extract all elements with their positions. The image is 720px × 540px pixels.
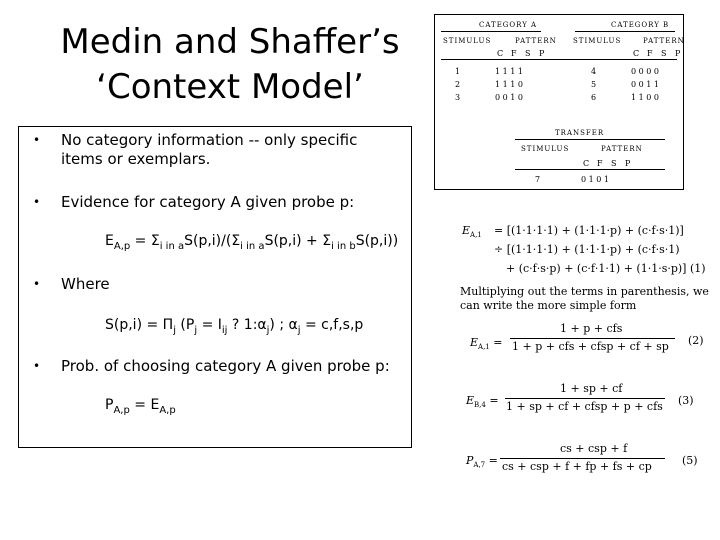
feature-s-b: S bbox=[661, 49, 667, 58]
bullet-text: No category information -- only specific items or exemplars. bbox=[61, 131, 358, 168]
pattern-heading-b: PATTERN bbox=[643, 37, 685, 45]
stim-1: 1 bbox=[455, 67, 461, 76]
transfer-feature-f: F bbox=[597, 159, 603, 168]
feature-f-b: F bbox=[647, 49, 653, 58]
stimulus-heading-a: STIMULUS bbox=[443, 37, 492, 45]
title-line-2: ‘Context Model’ bbox=[96, 67, 364, 107]
rule bbox=[441, 59, 677, 60]
pattern-6: 1 1 0 0 bbox=[631, 93, 659, 102]
eq1-number: (1) bbox=[690, 262, 706, 275]
stimulus-table-image bbox=[434, 14, 684, 190]
transfer-pattern: 0 1 0 1 bbox=[581, 175, 609, 184]
eq2-denominator: 1 + p + cfs + cfsp + cf + sp bbox=[512, 340, 669, 353]
bullet-text: Evidence for category A given probe p: bbox=[61, 193, 355, 211]
pattern-heading-a: PATTERN bbox=[515, 37, 557, 45]
eq1-line-3: + (c·f·s·p) + (c·f·1·1) + (1·1·s·p)] bbox=[506, 262, 687, 275]
feature-f-a: F bbox=[511, 49, 517, 58]
bullet-dot: • bbox=[33, 359, 41, 373]
stimulus-heading-b: STIMULUS bbox=[573, 37, 622, 45]
eq2-lhs: $E_{A,1}$ = bbox=[470, 336, 503, 352]
rule bbox=[441, 31, 541, 32]
rule bbox=[575, 31, 675, 32]
formula-similarity: $S(p,i) = \Pi_j$ ($P_j = I_{ij}$ ? $1:\alpha_j$) ; $\alpha_j = c,f,s,p$ bbox=[105, 317, 364, 336]
eq2-fraction-bar bbox=[510, 338, 675, 339]
category-b-heading: CATEGORY B bbox=[611, 21, 670, 29]
explanation-line-2: can write the more simple form bbox=[460, 299, 637, 312]
pattern-5: 0 0 1 1 bbox=[631, 80, 659, 89]
eq2-numerator: 1 + p + cfs bbox=[560, 322, 623, 335]
content-box bbox=[18, 126, 412, 448]
stim-4: 4 bbox=[591, 67, 597, 76]
eq1-lhs: $E_{A,1}$ bbox=[462, 224, 482, 240]
eq3-lhs: $E_{B,4}$ = bbox=[466, 394, 499, 410]
stim-6: 6 bbox=[591, 93, 597, 102]
feature-c-a: C bbox=[497, 49, 504, 58]
rule bbox=[515, 169, 665, 170]
pattern-1: 1 1 1 1 bbox=[495, 67, 523, 76]
bullet-dot: • bbox=[33, 133, 41, 147]
bullet-text: Prob. of choosing category A given probe p: bbox=[61, 357, 390, 375]
stim-3: 3 bbox=[455, 93, 461, 102]
title-line-1: Medin and Shaffer’s bbox=[60, 22, 400, 62]
pattern-3: 0 0 1 0 bbox=[495, 93, 523, 102]
eq3-number: (3) bbox=[678, 394, 694, 407]
stim-5: 5 bbox=[591, 80, 597, 89]
eq5-fraction-bar bbox=[500, 458, 665, 459]
stim-2: 2 bbox=[455, 80, 461, 89]
formula-evidence: $E_{A,p} = \Sigma_{i in a}S(p,i)/(\Sigma_{i in a}S(p,i) + \Sigma_{i in b}S(p,i))$ bbox=[105, 233, 399, 252]
bullet-dot: • bbox=[33, 277, 41, 291]
transfer-feature-s: S bbox=[611, 159, 617, 168]
feature-p-b: P bbox=[675, 49, 681, 58]
eq5-number: (5) bbox=[682, 454, 698, 467]
feature-p-a: P bbox=[539, 49, 545, 58]
bullet-text: Where bbox=[61, 275, 110, 293]
transfer-heading: TRANSFER bbox=[555, 129, 605, 137]
eq1-line-1: = [(1·1·1·1) + (1·1·1·p) + (c·f·s·1)] bbox=[494, 224, 684, 237]
eq3-denominator: 1 + sp + cf + cfsp + p + cfs bbox=[506, 400, 663, 413]
transfer-feature-p: P bbox=[625, 159, 631, 168]
eq5-denominator: cs + csp + f + fp + fs + cp bbox=[502, 460, 652, 473]
eq3-numerator: 1 + sp + cf bbox=[560, 382, 623, 395]
explanation-line-1: Multiplying out the terms in parenthesis, we bbox=[460, 285, 709, 298]
transfer-pattern-heading: PATTERN bbox=[601, 145, 643, 153]
eq1-line-2: ÷ [(1·1·1·1) + (1·1·1·p) + (c·f·s·1) bbox=[494, 243, 680, 256]
transfer-feature-c: C bbox=[583, 159, 590, 168]
feature-c-b: C bbox=[633, 49, 640, 58]
eq2-number: (2) bbox=[688, 334, 704, 347]
formula-probability: $P_{A,p} = E_{A,p}$ bbox=[105, 397, 176, 416]
category-a-heading: CATEGORY A bbox=[479, 21, 538, 29]
slide-title bbox=[30, 20, 430, 110]
pattern-2: 1 1 1 0 bbox=[495, 80, 523, 89]
rule bbox=[515, 139, 665, 140]
transfer-stim: 7 bbox=[535, 175, 541, 184]
eq3-fraction-bar bbox=[505, 398, 665, 399]
pattern-4: 0 0 0 0 bbox=[631, 67, 659, 76]
feature-s-a: S bbox=[525, 49, 531, 58]
transfer-stimulus-heading: STIMULUS bbox=[521, 145, 570, 153]
eq5-numerator: cs + csp + f bbox=[560, 442, 628, 455]
bullet-dot: • bbox=[33, 195, 41, 209]
eq5-lhs: $P_{A,7}$ = bbox=[466, 454, 498, 470]
